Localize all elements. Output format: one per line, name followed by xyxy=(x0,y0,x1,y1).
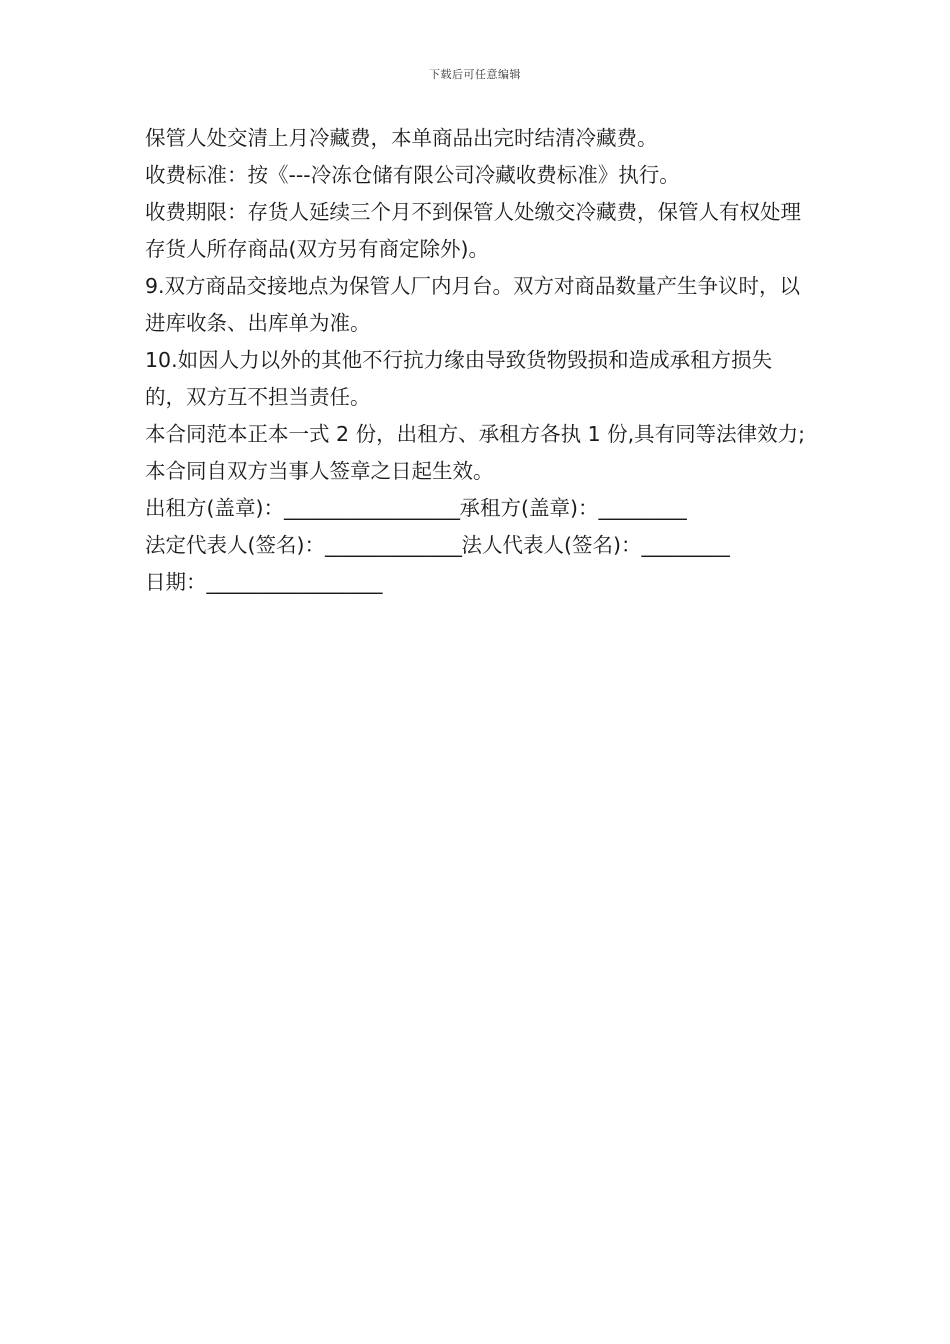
paragraph-clause-10: 10.如因人力以外的其他不行抗力缘由导致货物毁损和造成承租方损失的，双方互不担当责任。 xyxy=(145,348,773,409)
corp-rep-label: 法人代表人(签名)： xyxy=(461,533,642,557)
lessor-seal-blank: __________________ xyxy=(284,496,460,520)
signature-row-date xyxy=(145,564,810,601)
lessee-seal-label: 承租方(盖章)： xyxy=(459,496,599,520)
legal-rep-label: 法定代表人(签名)： xyxy=(145,533,325,557)
corp-rep-blank: _________ xyxy=(641,533,730,557)
signature-row-seal xyxy=(145,490,810,527)
document-body xyxy=(145,120,810,601)
legal-rep-blank: ______________ xyxy=(325,533,462,557)
date-label: 日期： xyxy=(145,570,207,594)
page-header-note: 下载后可任意编辑 xyxy=(429,68,521,81)
lessee-seal-blank: _________ xyxy=(598,496,687,520)
paragraph-effective: 本合同自双方当事人签章之日起生效。 xyxy=(145,459,494,483)
paragraph-fee-standard: 收费标准：按《---冷冻仓储有限公司冷藏收费标准》执行。 xyxy=(145,163,680,187)
date-blank: __________________ xyxy=(206,570,382,594)
paragraph-storage-fee: 保管人处交清上月冷藏费，本单商品出完时结清冷藏费。 xyxy=(145,126,658,150)
paragraph-copies: 本合同范本正本一式 2 份，出租方、承租方各执 1 份,具有同等法律效力; xyxy=(145,422,806,446)
paragraph-fee-period: 收费期限：存货人延续三个月不到保管人处缴交冷藏费，保管人有权处理存货人所存商品(双方另有商定除外)。 xyxy=(145,200,801,261)
signature-row-representative xyxy=(145,527,810,564)
paragraph-clause-9: 9.双方商品交接地点为保管人厂内月台。双方对商品数量产生争议时，以进库收条、出库单为准。 xyxy=(145,274,801,335)
lessor-seal-label: 出租方(盖章)： xyxy=(145,496,284,520)
